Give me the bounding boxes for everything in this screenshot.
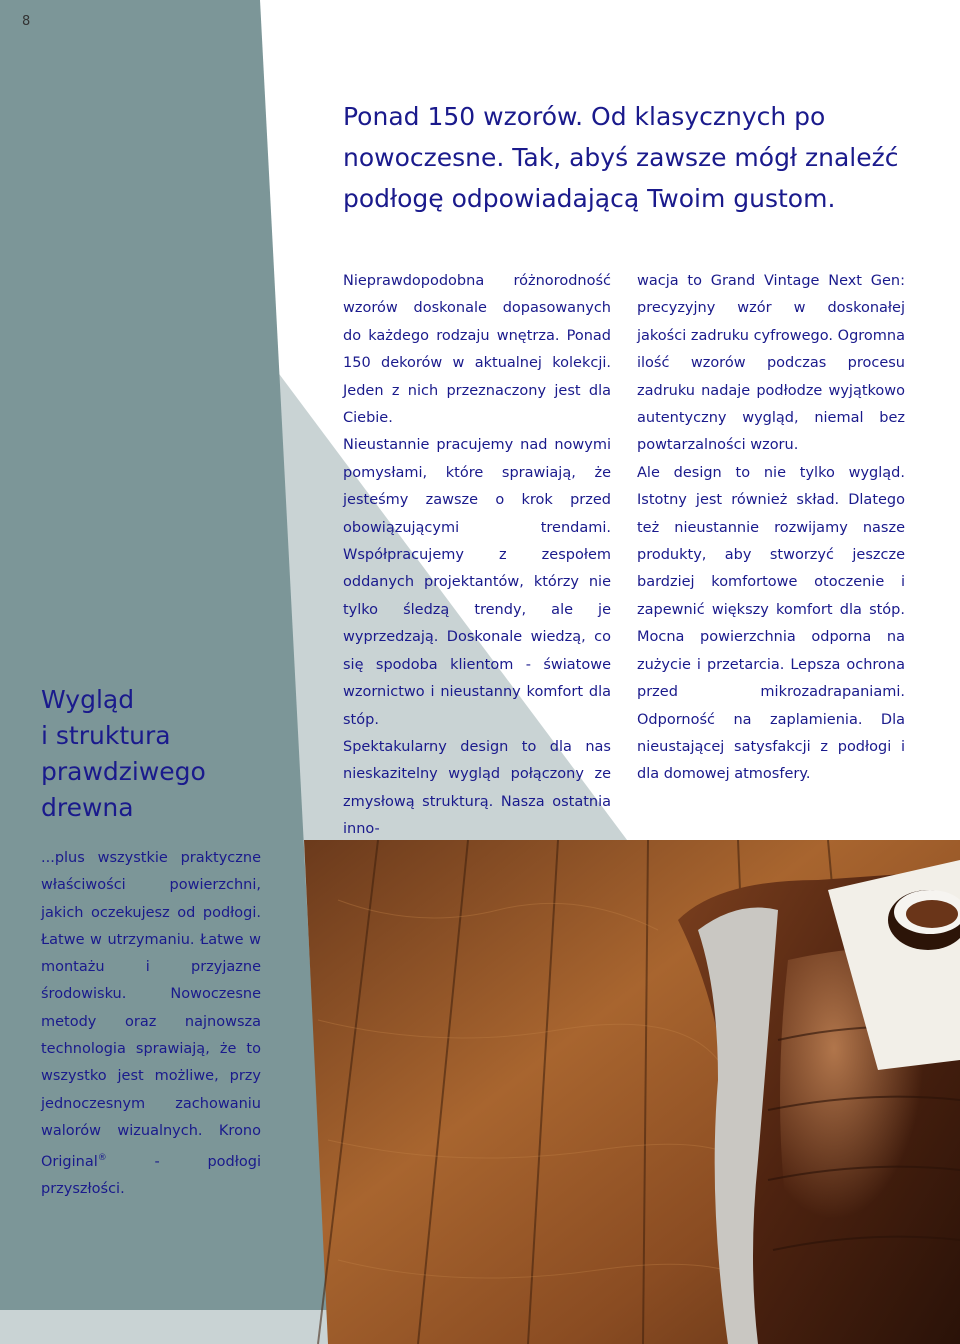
headline bbox=[343, 96, 943, 219]
paragraph: Nieprawdopodobna różnorodność wzorów doskonale dopasowanych do każdego rodzaju wnętrza. Ponad 150 dekorów w aktualnej kolekcji. Jeden z nich przeznaczony jest dla Ciebie. bbox=[343, 273, 611, 427]
sidebar-title-line: i struktura bbox=[41, 721, 171, 750]
sidebar-text-end: - podłogi przyszłości. bbox=[41, 1154, 261, 1198]
trademark-symbol: ® bbox=[97, 1153, 107, 1164]
sidebar-paragraph bbox=[41, 845, 261, 1204]
paragraph: Nieustannie pracujemy nad nowymi pomysłami, które sprawiają, że jesteśmy zawsze o krok przed obowiązującymi trendami. Współpracujemy z zespołem oddanych projektantów, którzy nie tylko śledzą trendy, ale je wyprzedzają. Doskonale wiedzą, co się spodoba klientom - światowe wzornictwo i nieustanny komfort dla stóp. bbox=[343, 437, 611, 728]
body-column-1 bbox=[343, 268, 611, 844]
sidebar-text-main: ...plus wszystkie praktyczne właściwości powierzchni, jakich oczekujesz od podłogi. Łatwe w utrzymaniu. Łatwe w montażu i przyjazne środowisku. Nowoczesne metody oraz najnowsza technologia sprawiają, że to wszystko jest możliwe, przy jednoczesnym zachowaniu walorów wizualnych. Krono Original bbox=[41, 850, 261, 1171]
page-number: 8 bbox=[22, 14, 31, 29]
floor-photo bbox=[298, 840, 960, 1344]
headline-line: nowoczesne. Tak, abyś zawsze mógł znaleźć bbox=[343, 143, 899, 172]
sidebar-title-line: prawdziwego bbox=[41, 757, 206, 786]
sidebar-title bbox=[41, 682, 281, 826]
sidebar-title-line: drewna bbox=[41, 793, 134, 822]
paragraph: wacja to Grand Vintage Next Gen: precyzyjny wzór w doskonałej jakości zadruku cyfrowego. Ogromna ilość wzorów podczas procesu zadruku nadaje podłodze wyjątkowo autentyczny wygląd, niemal bez powtarzalności wzoru. bbox=[637, 273, 905, 454]
headline-line: podłogę odpowiadającą Twoim gustom. bbox=[343, 184, 836, 213]
paragraph: Ale design to nie tylko wygląd. Istotny jest również skład. Dlatego też nieustannie rozwijamy nasze produkty, aby stworzyć jeszcze bardziej komfortowe otoczenie i zapewnić większy komfort dla stóp. Mocna powierzchnia odporna na zużycie i przetarcia. Lepsza ochrona przed mikrozadrapaniami. Odporność na zaplamienia. Dla nieustającej satysfakcji z podłogi i dla domowej atmosfery. bbox=[637, 464, 905, 783]
body-column-2 bbox=[637, 268, 905, 789]
sidebar-text bbox=[41, 845, 261, 1204]
headline-line: Ponad 150 wzorów. Od klasycznych po bbox=[343, 102, 826, 131]
sidebar-title-line: Wygląd bbox=[41, 685, 135, 714]
paragraph: Spektakularny design to dla nas nieskazitelny wygląd połączony ze zmysłową strukturą. Nasza ostatnia inno- bbox=[343, 738, 611, 838]
